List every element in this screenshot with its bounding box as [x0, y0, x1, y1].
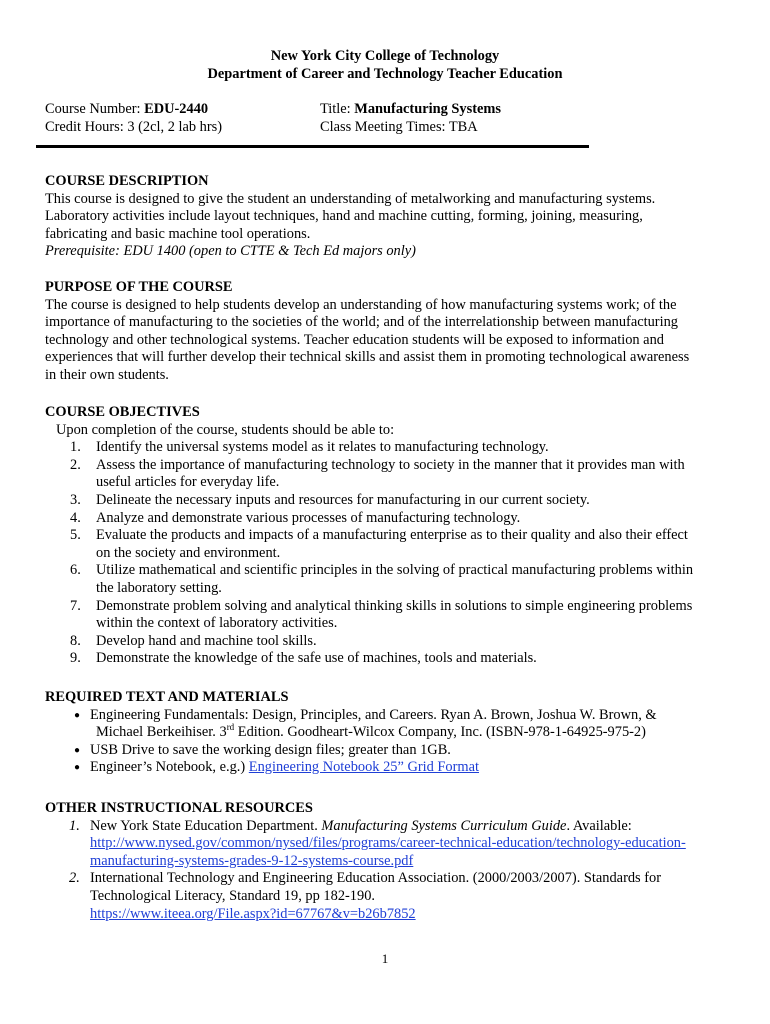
bullet-icon: ●	[74, 762, 81, 774]
objective-item	[45, 510, 735, 528]
class-meeting-times: Class Meeting Times: TBA	[320, 119, 478, 135]
resource-title: Manufacturing Systems Curriculum Guide	[321, 817, 567, 834]
objective-text: on the society and environment.	[96, 544, 281, 561]
header-divider	[36, 145, 589, 148]
bullet-icon: ●	[74, 744, 81, 756]
engineering-notebook-link[interactable]: Engineering Notebook 25” Grid Format	[248, 759, 479, 776]
nysed-link-cont[interactable]: manufacturing-systems-grades-9-12-systems-course.pdf	[90, 852, 414, 869]
objective-item	[45, 562, 735, 597]
purpose-line: The course is designed to help students develop an understanding of how manufacturing systems work; of the	[45, 296, 677, 313]
page-number: 1	[381, 951, 389, 966]
prerequisite: Prerequisite: EDU 1400 (open to CTTE & Tech Ed majors only)	[45, 243, 416, 260]
objective-text: Demonstrate the knowledge of the safe use of machines, tools and materials.	[96, 650, 537, 667]
objectives-heading: COURSE OBJECTIVES	[45, 404, 200, 420]
resource-item	[45, 870, 735, 923]
bullet-icon: ●	[74, 709, 81, 721]
resource-text-part: New York State Education Department.	[90, 817, 322, 834]
course-title-value: Manufacturing Systems	[354, 101, 501, 117]
objective-item	[45, 457, 735, 492]
resources-list	[45, 818, 735, 924]
materials-section	[45, 689, 735, 777]
purpose-heading: PURPOSE OF THE COURSE	[45, 279, 233, 295]
description-line: fabricating and basic machine tool operations.	[45, 225, 311, 242]
course-description-section	[45, 173, 735, 261]
course-title-label: Title:	[320, 101, 355, 117]
objective-item	[45, 439, 735, 457]
objective-number: 4.	[70, 509, 81, 526]
purpose-section	[45, 279, 735, 385]
material-text: USB Drive to save the working design files; greater than 1GB.	[90, 741, 451, 758]
description-line: This course is designed to give the student an understanding of metalworking and manufacturing systems.	[45, 190, 656, 207]
objectives-section	[45, 404, 735, 668]
iteea-link[interactable]: https://www.iteea.org/File.aspx?id=67767&v=b26b7852	[90, 905, 416, 922]
resource-number: 2.	[69, 870, 80, 887]
resource-text: Technological Literacy, Standard 19, pp 182-190.	[90, 887, 375, 904]
material-text: Engineer’s Notebook, e.g.)	[90, 759, 249, 776]
objective-text: Assess the importance of manufacturing technology to society in the manner that it provides man with	[96, 456, 685, 473]
department-name: Department of Career and Technology Teacher Education	[207, 66, 563, 82]
objective-number: 8.	[70, 632, 81, 649]
purpose-line: technology and other technological systems. Teacher education students will be exposed to information and	[45, 331, 664, 348]
objective-number: 9.	[70, 650, 81, 667]
resources-heading: OTHER INSTRUCTIONAL RESOURCES	[45, 800, 313, 816]
resource-number: 1.	[69, 817, 80, 834]
objective-number: 2.	[70, 456, 81, 473]
course-number-label: Course Number:	[45, 101, 145, 117]
course-title	[320, 101, 501, 119]
nysed-link[interactable]: http://www.nysed.gov/common/nysed/files/programs/career-technical-education/technology-education-	[90, 835, 686, 852]
material-text: Engineering Fundamentals: Design, Principles, and Careers. Ryan A. Brown, Joshua W. Brown, &	[90, 706, 657, 723]
objective-text: Identify the universal systems model as it relates to manufacturing technology.	[96, 439, 549, 456]
objective-text: Demonstrate problem solving and analytical thinking skills in solutions to simple engineering problems	[96, 597, 693, 614]
course-number-value: EDU-2440	[144, 101, 209, 117]
purpose-line: in their own students.	[45, 366, 169, 383]
objective-item	[45, 650, 735, 668]
objective-number: 7.	[70, 597, 81, 614]
course-number	[45, 101, 208, 119]
purpose-line: importance of manufacturing to the societies of the world; and of the interrelationship between manufacturing	[45, 314, 678, 331]
material-text: Edition. Goodheart-Wilcox Company, Inc. (ISBN-978-1-64925-975-2)	[234, 724, 646, 741]
purpose-line: experiences that will further develop their technical skills and assist them in promoting technological awareness	[45, 349, 690, 366]
objective-item	[45, 492, 735, 510]
objective-text: within the context of laboratory activities.	[96, 615, 338, 632]
material-item	[45, 707, 735, 742]
objective-number: 5.	[70, 527, 81, 544]
description-line: Laboratory activities include layout techniques, hand and machine cutting, forming, joining, measuring,	[45, 208, 643, 225]
objective-item	[45, 633, 735, 651]
material-item	[45, 759, 735, 777]
resource-text-part: . Available:	[566, 817, 632, 834]
resource-text	[90, 818, 735, 836]
objective-item	[45, 527, 735, 562]
objective-text: Develop hand and machine tool skills.	[96, 632, 317, 649]
college-name: New York City College of Technology	[270, 48, 500, 64]
objective-text: useful articles for everyday life.	[96, 474, 280, 491]
resource-text: International Technology and Engineering Education Association. (2000/2003/2007). Standards for	[90, 870, 662, 887]
course-description-heading: COURSE DESCRIPTION	[45, 173, 209, 189]
objective-number: 3.	[70, 491, 81, 508]
material-text: Michael Berkeihiser. 3	[96, 724, 227, 741]
credit-hours: Credit Hours: 3 (2cl, 2 lab hrs)	[45, 119, 223, 135]
resource-item	[45, 818, 735, 871]
resources-section	[45, 800, 735, 923]
objectives-list	[45, 439, 735, 668]
objective-text: Utilize mathematical and scientific principles in the solving of practical manufacturing problems within	[96, 562, 694, 579]
objective-text: Evaluate the products and impacts of a manufacturing enterprise as to their quality and also their effect	[96, 527, 688, 544]
superscript: rd	[226, 722, 235, 733]
objective-item	[45, 598, 735, 633]
objective-number: 6.	[70, 562, 81, 579]
objective-text: Analyze and demonstrate various processes of manufacturing technology.	[96, 509, 521, 526]
materials-heading: REQUIRED TEXT AND MATERIALS	[45, 689, 289, 705]
objective-text: Delineate the necessary inputs and resources for manufacturing in our current society.	[96, 491, 590, 508]
material-text-cont	[90, 724, 735, 742]
objective-number: 1.	[70, 439, 81, 456]
objective-text: the laboratory setting.	[96, 579, 222, 596]
material-item	[45, 742, 735, 760]
materials-list	[45, 707, 735, 777]
objectives-intro: Upon completion of the course, students should be able to:	[56, 421, 395, 438]
